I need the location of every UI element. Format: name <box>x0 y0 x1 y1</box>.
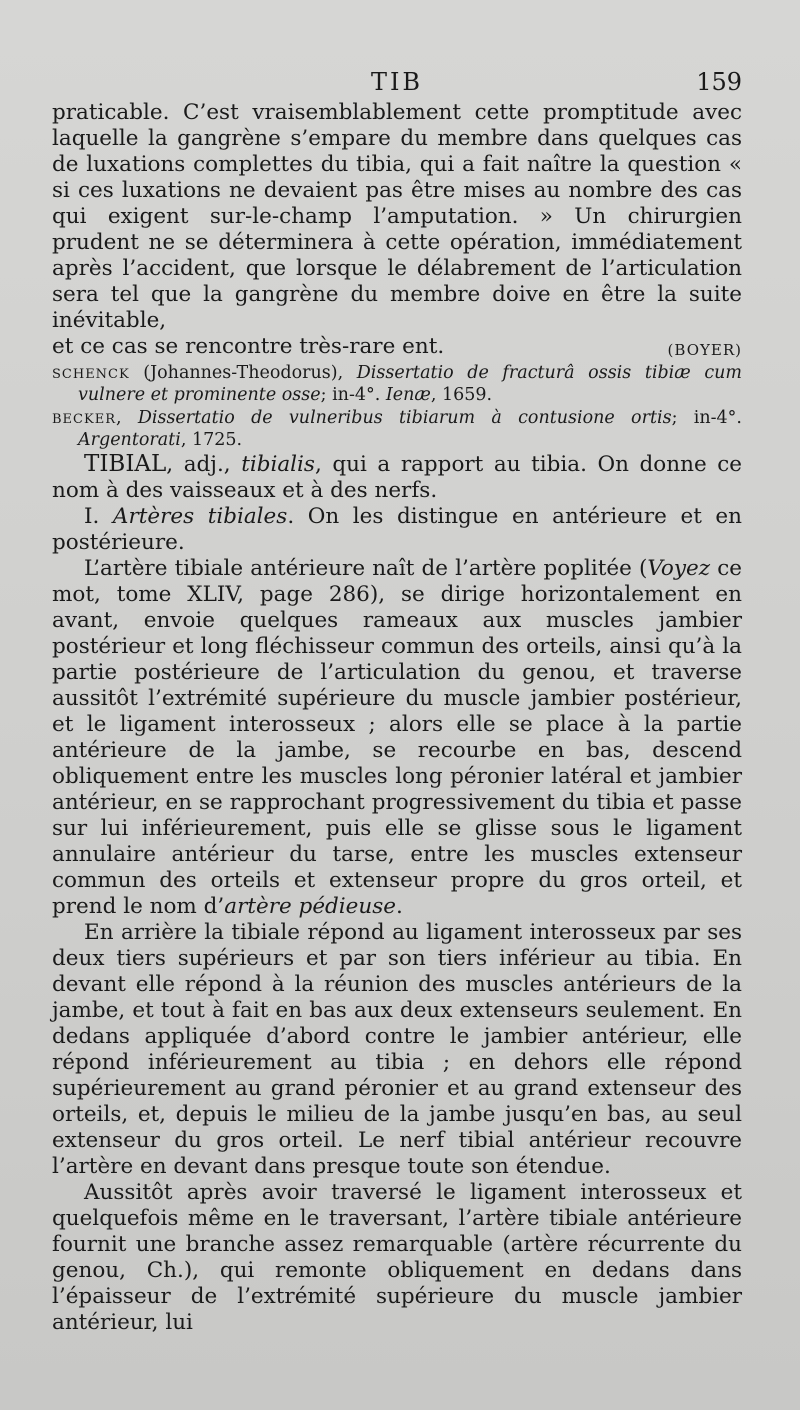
entry-tibial <box>52 451 742 504</box>
section-number: I. <box>84 504 100 529</box>
term-arteria-pediosa: artère pédieuse <box>224 894 397 919</box>
biblio-year: , 1659. <box>430 385 493 405</box>
paragraph-luxations: praticable. C’est vraisemblablement cette promptitude avec laquelle la gangrène s’empare du membre dans quelques cas de luxations complettes du tibia, qui a fait naître la question « si ces luxations ne devaient pas être mises au nombre des cas qui exigent sur-le-champ l’amputation. » Un chirurgien prudent ne se déterminera à cette opération, immédiatement après l’accident, que lorsque le délabrement de l’articulation sera tel que la gangrène du membre doive en être la suite inévitable, <box>52 100 742 333</box>
bibliography-entry <box>52 408 742 451</box>
section-title: Artères tibiales <box>112 504 288 529</box>
biblio-title: Dissertatio de fracturâ ossis tibiæ cum vulnere et prominente osse <box>78 363 742 405</box>
biblio-details: ; in-4°. <box>671 408 742 428</box>
author-signature: (BOYER) <box>667 341 742 359</box>
entry-definition-pre: , adj., <box>166 452 242 477</box>
paragraph-text: . <box>396 894 403 919</box>
closing-sentence: et ce cas se rencontre très-rare ent. <box>52 334 445 359</box>
entry-latin: tibialis <box>241 452 315 477</box>
biblio-place: Argentorati <box>78 430 181 450</box>
page-number: 159 <box>696 68 742 96</box>
paragraph-en-arriere: En arrière la tibiale répond au ligament interosseux par ses deux tiers supérieurs et par son tiers inférieur au tibia. En devant elle répond à la réunion des muscles antérieurs de la jambe, et tout à fait en bas aux deux extenseurs seulement. En dedans appliquée d’abord contre le jambier antérieur, elle répond inférieurement au tibia ; en dehors elle répond supérieurement au grand péronier et au grand extenseur des orteils, et, depuis le milieu de la jambe jusqu’en bas, au seul extenseur du gros orteil. Le nerf tibial antérieur recouvre l’artère en devant dans presque toute son étendue. <box>52 920 742 1179</box>
body-text <box>52 100 742 1336</box>
voyez-reference: Voyez <box>647 556 711 581</box>
paragraph-text: L’artère tibiale antérieure naît de l’artère poplitée ( <box>84 556 648 581</box>
biblio-text: (Johannes-Theodorus), <box>129 363 357 383</box>
biblio-title: Dissertatio de vulneribus tibiarum à contusione ortis <box>137 408 672 428</box>
biblio-author: SCHENCK <box>52 367 130 382</box>
paragraph-aussitot: Aussitôt après avoir traversé le ligament interosseux et quelquefois même en le traversant, l’artère tibiale antérieure fournit une branche assez remarquable (artère récurrente du genou, Ch.), qui remonte obliquement en dedans dans l’épaisseur de l’extrémité supérieure du muscle jambier antérieur, lui <box>52 1180 742 1335</box>
running-head: TIB <box>370 68 424 96</box>
bibliography-entry <box>52 363 742 406</box>
biblio-year: , 1725. <box>180 430 243 450</box>
biblio-place: Ienæ <box>385 385 431 405</box>
paragraph-anterior-artery <box>52 556 742 920</box>
biblio-details: ; in-4°. <box>320 385 386 405</box>
entry-definition-post: , qui a rapport au tibia. On donne ce nom à des vaisseaux et à des nerfs. <box>52 452 742 503</box>
biblio-text: , <box>115 408 138 428</box>
paragraph-luxations-end <box>52 334 742 363</box>
entry-headword: TIBIAL <box>84 451 167 477</box>
biblio-author: BECKER <box>52 412 116 427</box>
page-header <box>52 68 742 102</box>
paragraph-text: ce mot, tome XLIV, page 286), se dirige horizontalement en avant, envoie quelques rameaux aux muscles jambier postérieur et long fléchisseur commun des orteils, ainsi qu’à la partie postérieure de l’articulation du genou, et traverse aussitôt l’extrémité supérieure du muscle jambier postérieur, et le ligament interosseux ; alors elle se place à la partie antérieure de la jambe, se recourbe en bas, descend obliquement entre les muscles long péronier latéral et jambier antérieur, en se rapprochant progressivement du tibia et passe sur lui inférieurement, puis elle se glisse sous le ligament annulaire antérieur du tarse, entre les muscles extenseur commun des orteils et extenseur propre du gros orteil, et prend le nom d’ <box>52 556 742 919</box>
section-arteres-tibiales <box>52 504 742 556</box>
section-text: . On les distingue en antérieure et en postérieure. <box>52 504 742 555</box>
